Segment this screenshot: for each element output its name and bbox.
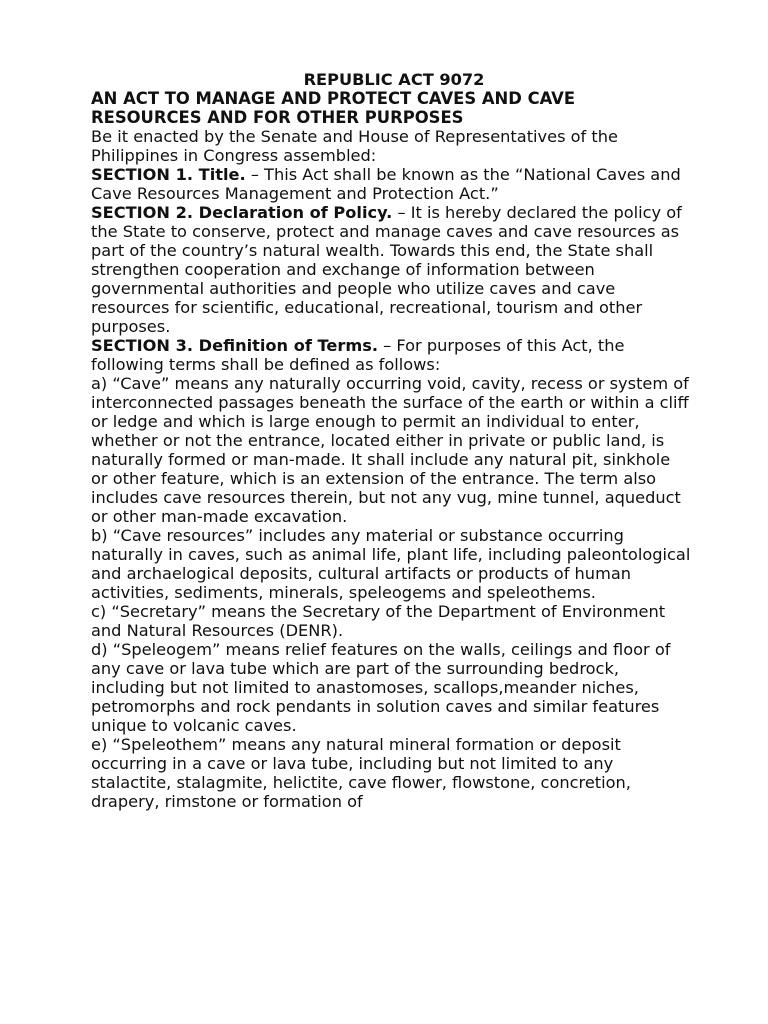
- section-1-text: – This Act shall be known as the “National Caves and Cave Resources Management and Protection Act.”: [91, 165, 681, 203]
- section-1: [91, 165, 691, 203]
- document-subtitle: AN ACT TO MANAGE AND PROTECT CAVES AND CAVE RESOURCES AND FOR OTHER PURPOSES: [91, 89, 576, 127]
- section-1-heading: SECTION 1. Title.: [91, 165, 246, 184]
- section-2-text: – It is hereby declared the policy of the State to conserve, protect and manage caves and cave resources as part of the country’s natural wealth. Towards this end, the State shall strengthen cooperation and exchange of information between governmental authorities and people who utilize caves and cave resources for scientific, educational, recreational, tourism and other purposes.: [91, 203, 682, 336]
- document-page: [91, 70, 691, 811]
- definition-a: a) “Cave” means any naturally occurring void, cavity, recess or system of interconnected passages beneath the surface of the earth or within a cliff or ledge and which is large enough to permit an individual to enter, whether or not the entrance, located either in private or public land, is naturally formed or man-made. It shall include any natural pit, sinkhole or other feature, which is an extension of the entrance. The term also includes cave resources therein, but not any vug, mine tunnel, aqueduct or other man-made excavation.: [91, 374, 689, 526]
- section-2: [91, 203, 691, 336]
- definition-e: e) “Speleothem” means any natural mineral formation or deposit occurring in a cave or lava tube, including but not limited to any stalactite, stalagmite, helictite, cave flower, flowstone, concretion, drapery, rimstone or formation of: [91, 735, 631, 811]
- enacting-clause: Be it enacted by the Senate and House of Representatives of the Philippines in Congress assembled:: [91, 127, 618, 165]
- definition-d: d) “Speleogem” means relief features on the walls, ceilings and floor of any cave or lava tube which are part of the surrounding bedrock, including but not limited to anastomoses, scallops,meander niches, petromorphs and rock pendants in solution caves and similar features unique to volcanic caves.: [91, 640, 671, 735]
- section-3: [91, 336, 691, 374]
- document-title: REPUBLIC ACT 9072: [303, 70, 485, 89]
- definition-b: b) “Cave resources” includes any material or substance occurring naturally in caves, such as animal life, plant life, including paleontological and archaelogical deposits, cultural artifacts or products of human activities, sediments, minerals, speleogems and speleothems.: [91, 526, 691, 602]
- section-3-text: – For purposes of this Act, the following terms shall be defined as follows:: [91, 336, 625, 374]
- definition-c: c) “Secretary” means the Secretary of the Department of Environment and Natural Resources (DENR).: [91, 602, 666, 640]
- section-3-heading: SECTION 3. Definition of Terms.: [91, 336, 379, 355]
- section-2-heading: SECTION 2. Declaration of Policy.: [91, 203, 393, 222]
